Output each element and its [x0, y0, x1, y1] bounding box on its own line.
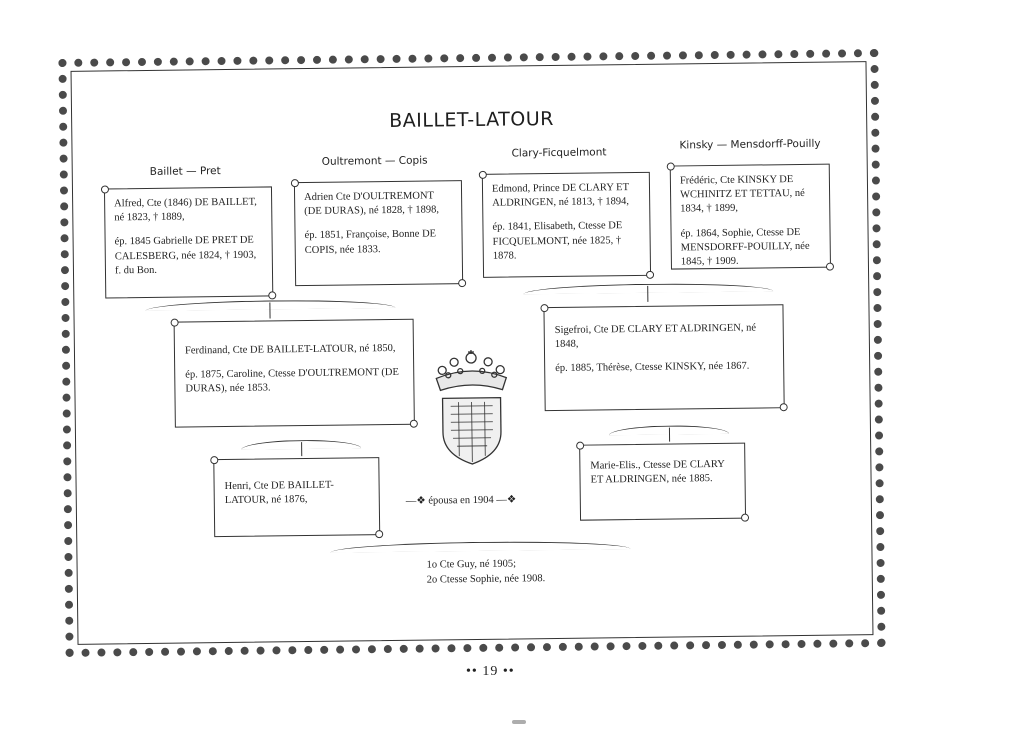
oultremont-wife: ép. 1851, Françoise, Bonne DE COPIS, née 1833. [304, 228, 437, 256]
page-number-ornament-left-icon: •• [466, 664, 483, 679]
heading-clary-ficquelmont: Clary-Ficquelmont [511, 146, 607, 160]
children-list [427, 557, 546, 588]
sigefroi-wife: ép. 1885, Thérèse, Ctesse KINSKY, née 1867. [555, 360, 750, 375]
kinsky-wife: ép. 1864, Sophie, Ctesse DE MENSDORFF-POUILLY, née 1845, † 1909. [680, 226, 810, 268]
marriage-link [406, 493, 517, 506]
box-henri [213, 457, 380, 537]
baillet-husband: Alfred, Cte (1846) DE BAILLET, né 1823, † 1889, [114, 196, 257, 224]
box-baillet-pret [104, 186, 273, 298]
print-mark [512, 720, 526, 724]
box-marie-elisabeth [579, 443, 746, 521]
oultremont-husband: Adrien Cte D'OULTREMONT (DE DURAS), né 1828, † 1898, [304, 190, 440, 218]
page-number [466, 664, 515, 680]
coat-of-arms-icon [428, 343, 516, 470]
marriage-text: épousa en 1904 [428, 494, 494, 507]
ferdinand-wife: ép. 1875, Caroline, Ctesse D'OULTREMONT (DE DURAS), née 1853. [185, 367, 399, 395]
box-ferdinand [174, 319, 415, 428]
page-number-value: 19 [482, 664, 499, 679]
box-oultremont-copis [294, 180, 463, 286]
henri-text: Henri, Cte DE BAILLET-LATOUR, né 1876, [224, 479, 334, 507]
box-sigefroi [543, 304, 784, 411]
page-title: BAILLET-LATOUR [389, 107, 555, 132]
connector-mid-left [301, 442, 302, 456]
clary-husband: Edmond, Prince DE CLARY ET ALDRINGEN, né 1813, † 1894, [491, 182, 630, 209]
heading-kinsky-mensdorff: Kinsky — Mensdorff-Pouilly [679, 137, 821, 152]
child-guy: 1o Cte Guy, né 1905; [426, 558, 517, 571]
heading-oultremont-copis: Oultremont — Copis [321, 154, 428, 168]
ferdinand-husband: Ferdinand, Cte DE BAILLET-LATOUR, né 1850, [184, 342, 396, 357]
kinsky-husband: Frédéric, Cte KINSKY DE WCHINITZ ET TETTAU, né 1834, † 1899, [679, 174, 805, 215]
child-sophie: 2o Ctesse Sophie, née 1908. [426, 572, 546, 586]
marie-elisabeth-text: Marie-Elis., Ctesse DE CLARY ET ALDRINGEN, née 1885. [590, 458, 725, 486]
connector-mid-right [669, 428, 670, 442]
connector-top-right [647, 286, 648, 302]
page-number-ornament-right-icon: •• [502, 664, 515, 679]
baillet-wife: ép. 1845 Gabrielle DE PRET DE CALESBERG, née 1824, † 1903, f. du Bon. [114, 235, 257, 277]
box-kinsky-mensdorff [670, 164, 831, 270]
ornament-left-icon: —❖ [405, 495, 429, 507]
sigefroi-husband: Sigefroi, Cte DE CLARY ET ALDRINGEN, né 1848, [554, 322, 757, 351]
page-frame [58, 49, 885, 657]
heading-baillet-pret: Baillet — Pret [149, 165, 221, 178]
clary-wife: ép. 1841, Elisabeth, Ctesse DE FICQUELMONT, née 1825, † 1878. [492, 220, 623, 262]
ornament-right-icon: —❖ [496, 494, 517, 506]
box-clary-ficquelmont [482, 172, 651, 278]
connector-top-left [269, 302, 270, 318]
